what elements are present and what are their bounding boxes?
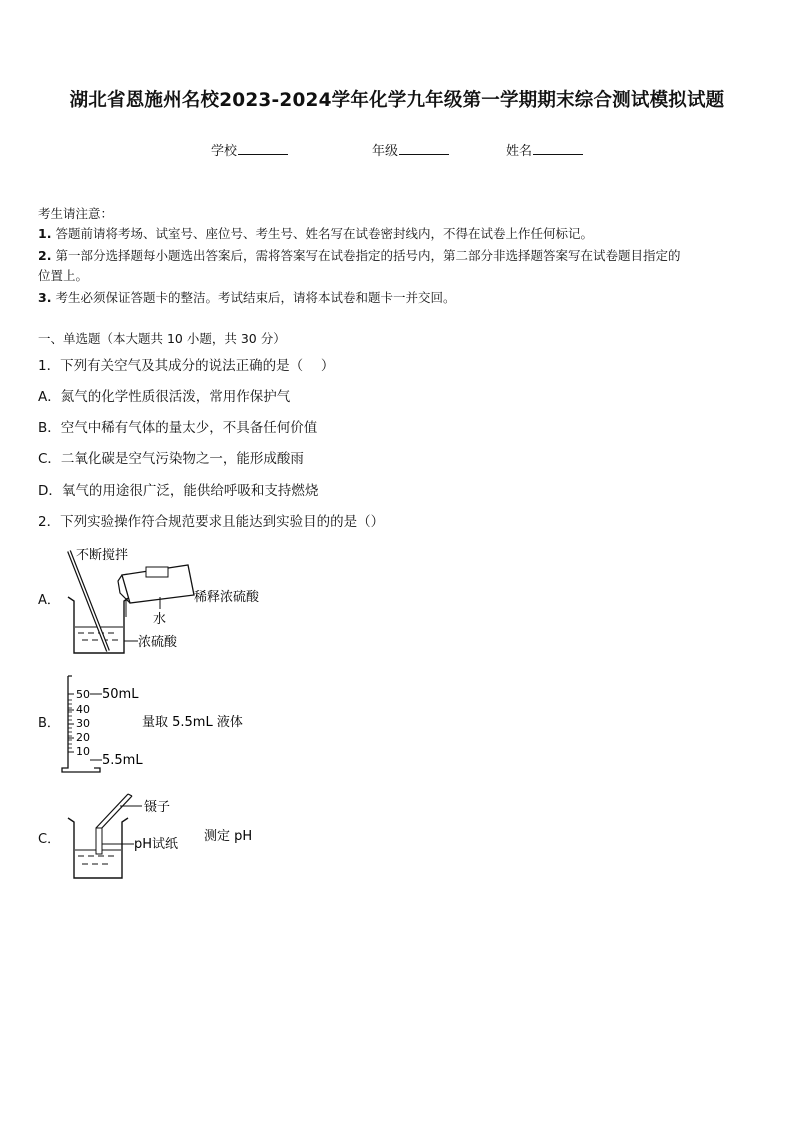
ph-figure [60,788,280,884]
ph-paper-text: pH试纸 [134,837,179,852]
cylinder-bottom-label: 5.5mL [102,753,143,768]
notice-heading: 考生请注意： [38,206,114,221]
notice-item-2: 2. 第一部分选择题每小题选出答案后，需将答案写在试卷指定的括号内，第二部分非选择题答案写在试卷题目指定的 [38,248,681,263]
question-1-option-d[interactable]: D．氧气的用途很广泛，能供给呼吸和支持燃烧 [38,483,319,499]
tweezers-arm-1 [96,794,128,828]
tick-10: 10 [76,745,90,758]
tick-30: 30 [76,717,90,730]
tick-50: 50 [76,688,90,701]
notice-item-1: 1. 答题前请将考场、试室号、座位号、考生号、姓名写在试卷密封线内，不得在试卷上作任何标记。 [38,226,593,241]
dilute-text: 稀释浓硫酸 [194,590,260,605]
grade-field [372,140,449,159]
question-2-stem: 2．下列实验操作符合规范要求且能达到实验目的的是（） [38,514,385,530]
tick-40: 40 [76,703,90,716]
notice-item-2-cont: 位置上。 [38,268,89,283]
question-1-option-c[interactable]: C．二氧化碳是空气污染物之一，能形成酸雨 [38,451,304,467]
question-1-option-a[interactable]: A．氮气的化学性质很活泼，常用作保护气 [38,389,291,405]
tweezers-text: 镊子 [144,800,171,815]
page-title: 湖北省恩施州名校2023-2024学年化学九年级第一学期期末综合测试模拟试题 [69,90,725,111]
school-blank[interactable] [238,142,288,155]
tick-20: 20 [76,731,90,744]
name-blank[interactable] [533,142,583,155]
cylinder-top-label: 50mL [102,687,139,702]
bottle-label [146,567,168,577]
tweezers-arm-2 [100,796,132,830]
acid-text: 浓硫酸 [138,635,178,650]
cylinder-major-ticks [68,694,74,752]
question-1-stem: 1．下列有关空气及其成分的说法正确的是（ ） [38,358,335,374]
question-2-option-b-label[interactable]: B． [38,716,60,731]
stir-text: 不断搅拌 [76,548,129,563]
cylinder-figure [60,672,260,776]
liquid-dashes [78,633,118,640]
glass-rod-inner [69,551,108,651]
grade-label: 年级 [372,144,399,159]
option-b-desc: 量取 5.5mL 液体 [142,715,243,730]
ph-paper [96,828,102,854]
notice-item-3: 3. 考生必须保证答题卡的整洁。考试结束后，请将本试卷和题卡一并交回。 [38,290,456,305]
name-field [506,140,583,159]
tweezers-end [128,794,132,796]
name-label: 姓名 [506,144,533,159]
question-2-option-a-label[interactable]: A． [38,593,60,608]
liquid-dashes-c [78,856,114,864]
water-text: 水 [153,612,167,627]
dilution-figure [60,545,300,660]
grade-blank[interactable] [399,142,449,155]
section-heading: 一、单选题（本大题共 10 小题，共 30 分） [38,331,286,346]
school-field [211,140,288,159]
question-2-option-c-label[interactable]: C． [38,832,61,847]
question-1-option-b[interactable]: B．空气中稀有气体的量太少，不具备任何价值 [38,420,318,436]
option-c-desc: 测定 pH [204,829,253,844]
school-label: 学校 [211,144,238,159]
